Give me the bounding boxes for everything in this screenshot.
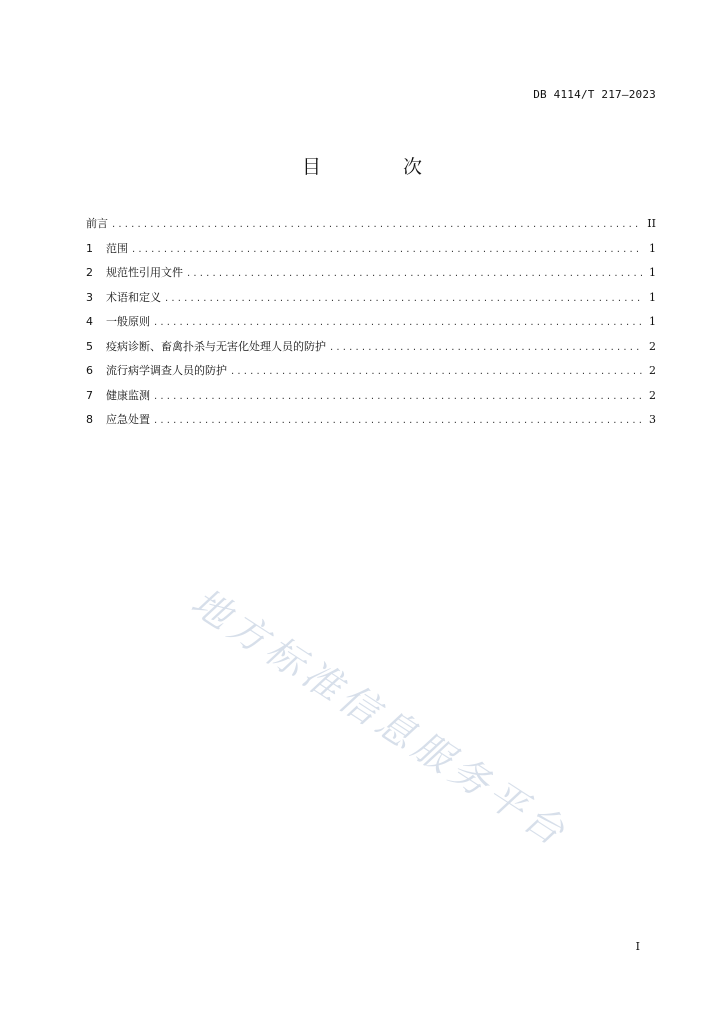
toc-entry-4[interactable] [86, 313, 656, 338]
toc-entry-label: 疫病诊断、畜禽扑杀与无害化处理人员的防护 [106, 339, 326, 353]
toc-entry-label: 应急处置 [106, 413, 150, 426]
toc-entry-page: 1 [649, 266, 656, 279]
page-title: 目 次 [301, 156, 461, 178]
table-of-contents [86, 215, 656, 436]
toc-entry-number: 5 [86, 339, 93, 353]
toc-entry-page: 2 [649, 339, 656, 353]
toc-entry-label: 范围 [106, 241, 128, 255]
toc-entry-number: 2 [86, 266, 93, 279]
toc-leader-dots [154, 391, 642, 402]
toc-entry-page: 2 [649, 364, 656, 377]
toc-entry-label: 术语和定义 [106, 290, 161, 304]
toc-leader-dots [154, 415, 642, 426]
toc-entry-number: 1 [86, 241, 93, 255]
toc-leader-dots [187, 268, 642, 279]
toc-entry-5[interactable] [86, 338, 656, 363]
toc-entry-label: 流行病学调查人员的防护 [106, 364, 227, 377]
toc-leader-dots [154, 317, 642, 328]
toc-leader-dots [112, 219, 642, 230]
toc-entry-foreword[interactable] [86, 215, 656, 240]
toc-entry-7[interactable] [86, 387, 656, 412]
toc-entry-3[interactable] [86, 289, 656, 314]
toc-leader-dots [165, 293, 642, 304]
toc-entry-label: 健康监测 [106, 388, 150, 402]
toc-entry-page: 1 [649, 315, 656, 328]
toc-entry-page: II [647, 217, 656, 230]
toc-leader-dots [132, 244, 642, 255]
toc-entry-8[interactable] [86, 411, 656, 436]
toc-entry-label: 前言 [86, 217, 108, 230]
toc-entry-1[interactable] [86, 240, 656, 265]
toc-entry-number: 8 [86, 413, 93, 426]
toc-entry-label: 一般原则 [106, 315, 150, 328]
toc-entry-page: 2 [649, 388, 656, 402]
standard-code: DB 4114/T 217—2023 [533, 88, 656, 101]
toc-entry-label: 规范性引用文件 [106, 266, 183, 279]
toc-entry-6[interactable] [86, 362, 656, 387]
watermark: 地方标准信息服务平台 [183, 579, 577, 857]
toc-entry-page: 1 [649, 241, 656, 255]
toc-entry-2[interactable] [86, 264, 656, 289]
toc-entry-number: 4 [86, 315, 93, 328]
page-number: I [635, 940, 640, 953]
toc-entry-number: 3 [86, 290, 93, 304]
toc-entry-page: 3 [649, 413, 656, 426]
toc-leader-dots [330, 342, 642, 353]
toc-entry-number: 6 [86, 364, 93, 377]
toc-entry-page: 1 [649, 290, 656, 304]
toc-entry-number: 7 [86, 388, 93, 402]
toc-leader-dots [231, 366, 642, 377]
